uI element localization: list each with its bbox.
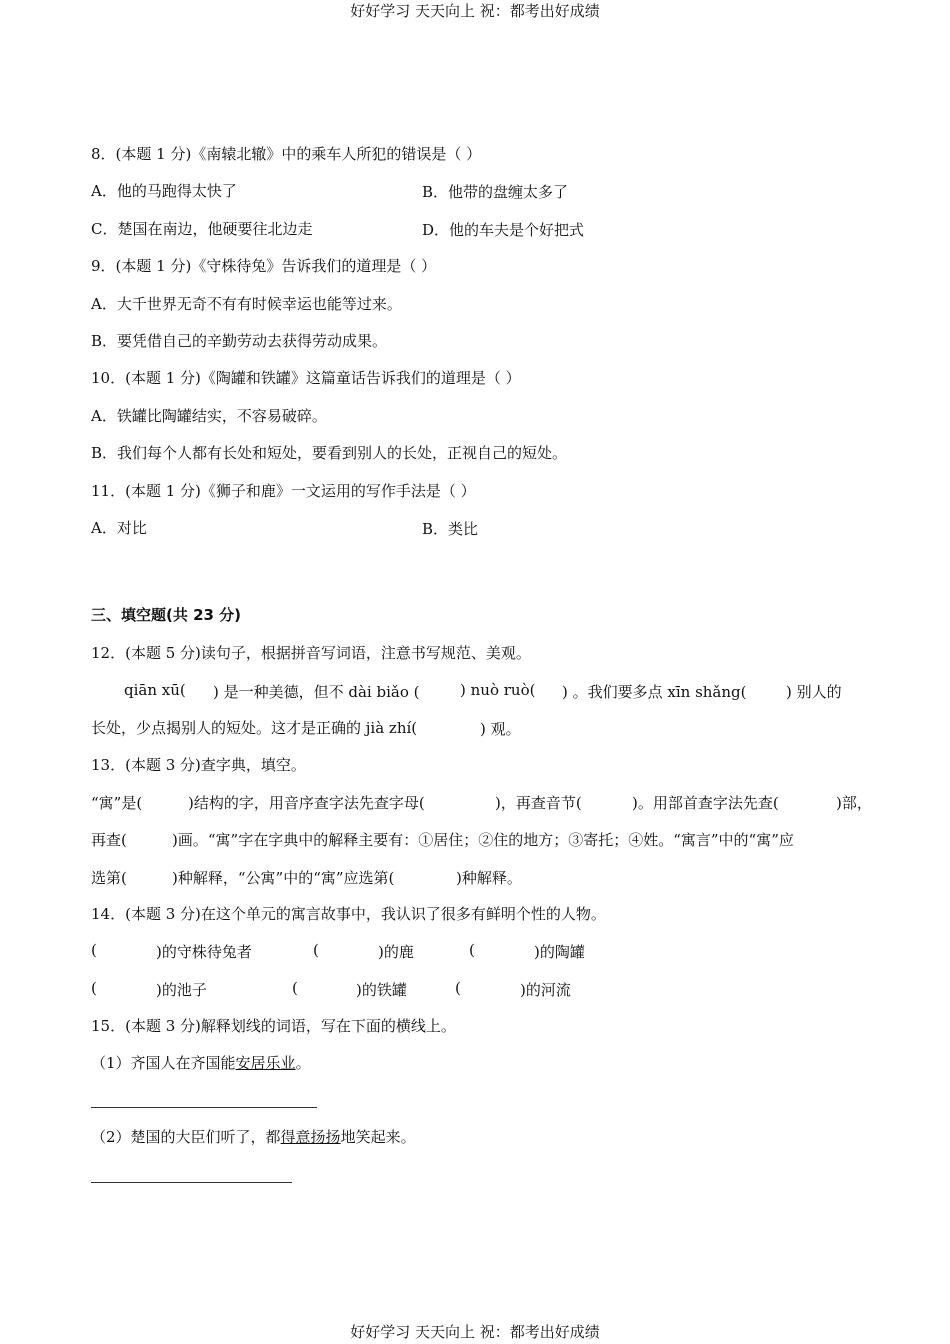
- question-14-r2-item-1: )的池子: [156, 981, 207, 999]
- question-14-r1-item-3: )的陶罐: [534, 943, 585, 961]
- question-8-option-a: A．他的马跑得太快了: [91, 182, 237, 200]
- question-14-r2-open-3: (: [455, 979, 461, 997]
- question-13-text-1e: )部，: [836, 794, 872, 812]
- question-13-text-1c: )，再查音节(: [495, 794, 582, 812]
- question-15-underlined-word-2: 得意扬扬: [280, 1128, 341, 1146]
- question-15-sentence-2: [91, 1127, 416, 1147]
- question-15-sentence-1: [91, 1053, 311, 1073]
- question-14-r2-open-2: (: [292, 979, 298, 997]
- question-8-option-c: C．楚国在南边，他硬要往北边走: [91, 220, 313, 238]
- question-14-r2-open-1: (: [91, 979, 97, 997]
- question-13-text-3c: )种解释。: [456, 869, 522, 887]
- question-8-stem: 8．(本题 1 分)《南辕北辙》中的乘车人所犯的错误是（ ）: [91, 145, 482, 163]
- question-12-line-2b: ) 观。: [480, 720, 521, 738]
- question-14-r1-open-1: (: [91, 941, 97, 959]
- question-11-option-b: B．类比: [422, 520, 479, 538]
- question-12-pinyin-4: ) 。我们要多点 xīn shǎng(: [562, 683, 747, 701]
- question-12-pinyin-5: ) 别人的: [786, 683, 842, 701]
- question-12-line-2a: 长处，少点揭别人的短处。这才是正确的 jià zhí(: [91, 719, 418, 737]
- question-10-option-a: A．铁罐比陶罐结实，不容易破碎。: [91, 407, 327, 425]
- question-9-option-b: B．要凭借自己的辛勤劳动去获得劳动成果。: [91, 332, 388, 350]
- question-10-option-b: B．我们每个人都有长处和短处，要看到别人的长处，正视自己的短处。: [91, 444, 568, 462]
- question-9-stem: 9．(本题 1 分)《守株待兔》告诉我们的道理是（ ）: [91, 257, 437, 275]
- question-13-text-3a: 选第(: [91, 869, 127, 887]
- question-14-r1-item-1: )的守株待兔者: [156, 943, 252, 961]
- question-8-option-d: D．他的车夫是个好把式: [422, 221, 585, 239]
- question-15-underlined-word-1: 安居乐业: [235, 1054, 296, 1072]
- question-13-text-2b: )画。“寓”字在字典中的解释主要有：①居住；②住的地方；③寄托；④姓。“寓言”中的“寓”应: [172, 831, 794, 849]
- page-footer: 好好学习 天天向上 祝：都考出好成绩: [350, 1323, 600, 1341]
- answer-line-1[interactable]: [91, 1107, 317, 1108]
- question-9-option-a: A．大千世界无奇不有有时候幸运也能等过来。: [91, 295, 402, 313]
- question-14-stem: 14．(本题 3 分)在这个单元的寓言故事中，我认识了很多有鲜明个性的人物。: [91, 905, 606, 923]
- section-3-heading: 三、填空题(共 23 分): [91, 606, 242, 624]
- question-15-sentence-2-end: 地笑起来。: [340, 1128, 416, 1146]
- question-15-sentence-1-end: 。: [295, 1054, 311, 1072]
- question-14-r2-item-3: )的河流: [520, 981, 571, 999]
- question-13-text-2a: 再查(: [91, 831, 127, 849]
- page-header: 好好学习 天天向上 祝：都考出好成绩: [350, 2, 600, 20]
- question-14-r2-item-2: )的铁罐: [356, 981, 407, 999]
- question-13-text-1b: )结构的字，用音序查字法先查字母(: [188, 794, 425, 812]
- question-8-option-b: B．他带的盘缠太多了: [422, 183, 569, 201]
- question-14-r1-open-3: (: [469, 941, 475, 959]
- question-13-text-3b: )种解释，“公寓”中的“寓”应选第(: [172, 869, 395, 887]
- answer-line-2[interactable]: [91, 1182, 292, 1183]
- question-10-stem: 10．(本题 1 分)《陶罐和铁罐》这篇童话告诉我们的道理是（ ）: [91, 369, 521, 387]
- question-13-text-1a: “寓”是(: [91, 794, 143, 812]
- question-12-pinyin-3: ) nuò ruò(: [460, 681, 536, 699]
- question-11-stem: 11．(本题 1 分)《狮子和鹿》一文运用的写作手法是（ ）: [91, 482, 476, 500]
- question-15-stem: 15．(本题 3 分)解释划线的词语，写在下面的横线上。: [91, 1017, 456, 1035]
- question-12-stem: 12．(本题 5 分)读句子，根据拼音写词语，注意书写规范、美观。: [91, 644, 531, 662]
- question-15-sentence-1-text: （1）齐国人在齐国能: [91, 1054, 236, 1072]
- question-12-pinyin-2: ) 是一种美德，但不 dài biǎo (: [213, 683, 420, 701]
- question-13-stem: 13．(本题 3 分)查字典，填空。: [91, 756, 306, 774]
- question-14-r1-item-2: )的鹿: [378, 943, 414, 961]
- question-13-text-1d: )。用部首查字法先查(: [632, 794, 779, 812]
- question-11-option-a: A．对比: [91, 519, 147, 537]
- question-14-r1-open-2: (: [313, 941, 319, 959]
- question-15-sentence-2-text: （2）楚国的大臣们听了，都: [91, 1128, 281, 1146]
- question-12-pinyin-1: qiān xū(: [124, 681, 186, 699]
